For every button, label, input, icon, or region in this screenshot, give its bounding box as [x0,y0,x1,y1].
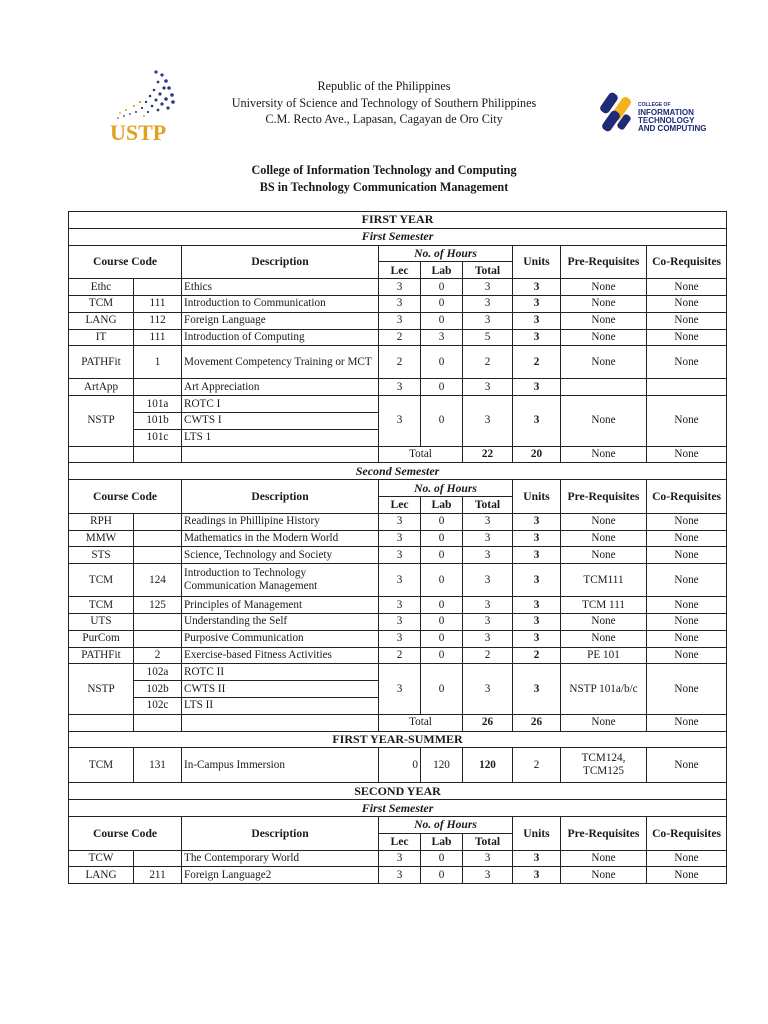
lab-hours: 0 [421,597,463,614]
lec-header: Lec [379,496,421,513]
corequisites: None [647,613,727,630]
semester-title [69,800,727,817]
course-description: Principles of Management [182,597,379,614]
lab-hours: 120 [421,748,463,783]
prerequisites: None [561,329,647,346]
empty-cell [134,714,182,731]
course-number: 1 [134,346,182,379]
corequisites: None [647,850,727,867]
units: 3 [513,630,561,647]
course-code: NSTP [69,396,134,446]
total-header: Total [463,496,513,513]
course-code: PurCom [69,630,134,647]
course-row [69,279,727,296]
course-row [69,513,727,530]
units: 3 [513,312,561,329]
units: 2 [513,346,561,379]
lec-hours: 0 [379,748,421,783]
lec-hours: 2 [379,647,421,664]
course-number: 131 [134,748,182,783]
corequisites: None [647,396,727,446]
prerequisites: None [561,714,647,731]
total-hours: 120 [463,748,513,783]
prerequisites: TCM111 [561,564,647,597]
prerequisites: None [561,630,647,647]
total-hours: 2 [463,647,513,664]
course-row [69,329,727,346]
lec-hours: 3 [379,867,421,884]
prereq-header: Pre-Requisites [561,816,647,850]
units: 3 [513,379,561,396]
empty-cell [182,714,379,731]
course-number [134,279,182,296]
course-row [69,547,727,564]
university-address: C.M. Recto Ave., Lapasan, Cagayan de Oro City [265,112,503,126]
course-description: Science, Technology and Society [182,547,379,564]
total-hours: 3 [463,664,513,714]
course-code-header: Course Code [69,245,182,279]
units: 3 [513,396,561,446]
course-row [69,647,727,664]
lec-hours: 2 [379,346,421,379]
corequisites: None [647,630,727,647]
university-name: University of Science and Technology of Southern Philippines [231,95,537,110]
course-description: Art Appreciation [182,379,379,396]
course-description: ROTC I [182,396,379,413]
svg-text:USTP: USTP [110,120,167,145]
lab-hours: 0 [421,850,463,867]
corequisites: None [647,564,727,597]
lab-header: Lab [421,496,463,513]
svg-text:INFORMATION: INFORMATION [638,108,694,117]
lec-hours: 3 [379,850,421,867]
prereq-header: Pre-Requisites [561,480,647,514]
course-code: IT [69,329,134,346]
total-hours: 3 [463,379,513,396]
course-number [134,850,182,867]
course-row [69,867,727,884]
course-description: Ethics [182,279,379,296]
units: 2 [513,647,561,664]
course-description: ROTC II [182,664,379,681]
prerequisites [561,379,647,396]
nstp-row [69,664,727,681]
course-code: UTS [69,613,134,630]
course-row [69,597,727,614]
prereq-header: Pre-Requisites [561,245,647,279]
prerequisites: TCM 111 [561,597,647,614]
column-header-row [69,245,727,262]
course-code: LANG [69,312,134,329]
units: 3 [513,564,561,597]
units: 3 [513,513,561,530]
course-description: Mathematics in the Modern World [182,530,379,547]
program-name: BS in Technology Communication Management [259,179,509,194]
university-info [0,78,768,128]
units: 3 [513,850,561,867]
lab-hours: 0 [421,295,463,312]
units-header: Units [513,480,561,514]
corequisites: None [647,346,727,379]
course-code: LANG [69,867,134,884]
curriculum-table [68,211,727,884]
course-code: Ethc [69,279,134,296]
course-row [69,850,727,867]
hours-header: No. of Hours [379,245,513,262]
prerequisites: None [561,613,647,630]
prerequisites: None [561,530,647,547]
course-number: 2 [134,647,182,664]
semester-title [69,463,727,480]
lec-hours: 3 [379,312,421,329]
total-hours: 3 [463,630,513,647]
college-name: College of Information Technology and Computing [251,163,517,177]
lab-hours: 3 [421,329,463,346]
total-hours: 3 [463,613,513,630]
course-number [134,513,182,530]
corequisites: None [647,647,727,664]
course-code: ArtApp [69,379,134,396]
program-info [0,162,768,195]
course-row [69,346,727,379]
lec-hours: 3 [379,664,421,714]
coreq-header: Co-Requisites [647,816,727,850]
total-hours: 3 [463,312,513,329]
units: 3 [513,279,561,296]
course-row [69,613,727,630]
course-code: RPH [69,513,134,530]
total-hours: 3 [463,279,513,296]
total-hours: 3 [463,513,513,530]
prerequisites: None [561,396,647,446]
lab-hours: 0 [421,513,463,530]
prerequisites: None [561,513,647,530]
lec-hours: 3 [379,295,421,312]
course-number: 111 [134,329,182,346]
empty-cell [182,446,379,463]
prerequisites: None [561,547,647,564]
units: 3 [513,547,561,564]
lec-hours: 3 [379,279,421,296]
total-units: 26 [513,714,561,731]
course-description: Foreign Language2 [182,867,379,884]
corequisites: None [647,664,727,714]
lab-hours: 0 [421,664,463,714]
corequisites: None [647,279,727,296]
course-number: 102a [134,664,182,681]
description-header: Description [182,816,379,850]
year-title-label: SECOND YEAR [69,783,727,800]
column-header-row [69,816,727,833]
course-row [69,312,727,329]
description-header: Description [182,245,379,279]
course-description: LTS 1 [182,429,379,446]
svg-text:COLLEGE OF: COLLEGE OF [638,102,671,108]
course-number [134,379,182,396]
course-code-header: Course Code [69,480,182,514]
empty-cell [69,446,134,463]
prerequisites: PE 101 [561,647,647,664]
course-number [134,630,182,647]
course-code: STS [69,547,134,564]
course-code-header: Course Code [69,816,182,850]
lab-hours: 0 [421,530,463,547]
lec-header: Lec [379,262,421,279]
course-number: 211 [134,867,182,884]
course-description: Purposive Communication [182,630,379,647]
hours-header: No. of Hours [379,480,513,497]
units: 3 [513,329,561,346]
course-description: Exercise-based Fitness Activities [182,647,379,664]
lec-hours: 3 [379,513,421,530]
course-code: TCM [69,564,134,597]
corequisites: None [647,295,727,312]
document-header [0,0,768,210]
course-row [69,379,727,396]
lab-hours: 0 [421,867,463,884]
course-row [69,530,727,547]
units: 3 [513,664,561,714]
course-description: Introduction of Computing [182,329,379,346]
year-title-label: FIRST YEAR [69,212,727,229]
corequisites: None [647,312,727,329]
summer-title [69,731,727,748]
lec-hours: 3 [379,396,421,446]
year-title [69,212,727,229]
lab-hours: 0 [421,547,463,564]
column-header-row [69,480,727,497]
lec-hours: 3 [379,613,421,630]
course-code: PATHFit [69,647,134,664]
course-description: LTS II [182,697,379,714]
prerequisites: NSTP 101a/b/c [561,664,647,714]
course-number: 102b [134,681,182,698]
course-description: CWTS II [182,681,379,698]
semester-title [69,228,727,245]
lec-hours: 3 [379,630,421,647]
lec-hours: 3 [379,547,421,564]
course-number: 112 [134,312,182,329]
course-number [134,547,182,564]
units: 3 [513,597,561,614]
course-number: 124 [134,564,182,597]
units: 3 [513,530,561,547]
total-label: Total [379,714,463,731]
lec-hours: 3 [379,530,421,547]
course-description: Introduction to Technology Communication Management [182,564,379,597]
lab-header: Lab [421,833,463,850]
total-hours: 22 [463,446,513,463]
lab-hours: 0 [421,396,463,446]
svg-text:TECHNOLOGY: TECHNOLOGY [638,116,695,125]
course-description: CWTS I [182,412,379,429]
total-hours: 3 [463,867,513,884]
course-description: Foreign Language [182,312,379,329]
corequisites: None [647,867,727,884]
course-number: 101c [134,429,182,446]
lab-header: Lab [421,262,463,279]
lab-hours: 0 [421,279,463,296]
description-header: Description [182,480,379,514]
total-hours: 26 [463,714,513,731]
units: 3 [513,613,561,630]
total-header: Total [463,262,513,279]
total-hours: 3 [463,295,513,312]
course-code: MMW [69,530,134,547]
lab-hours: 0 [421,630,463,647]
semester-total-row [69,714,727,731]
lab-hours: 0 [421,346,463,379]
empty-cell [69,714,134,731]
course-row [69,564,727,597]
corequisites: None [647,547,727,564]
lec-hours: 2 [379,329,421,346]
units-header: Units [513,816,561,850]
prerequisites: None [561,446,647,463]
svg-text:AND COMPUTING: AND COMPUTING [638,124,707,133]
lab-hours: 0 [421,312,463,329]
course-number: 125 [134,597,182,614]
republic-line: Republic of the Philippines [317,79,451,93]
course-number: 101b [134,412,182,429]
course-number: 101a [134,396,182,413]
prerequisites: None [561,867,647,884]
total-hours: 2 [463,346,513,379]
course-code: TCM [69,748,134,783]
prerequisites: None [561,312,647,329]
lab-hours: 0 [421,379,463,396]
total-hours: 3 [463,597,513,614]
units: 2 [513,748,561,783]
prerequisites: None [561,279,647,296]
semester-title-label: First Semester [69,800,727,817]
corequisites: None [647,446,727,463]
coreq-header: Co-Requisites [647,480,727,514]
lec-header: Lec [379,833,421,850]
coreq-header: Co-Requisites [647,245,727,279]
lec-hours: 3 [379,597,421,614]
nstp-row [69,396,727,413]
total-hours: 3 [463,564,513,597]
course-number: 102c [134,697,182,714]
course-number [134,613,182,630]
total-hours: 5 [463,329,513,346]
units: 3 [513,867,561,884]
course-description: Understanding the Self [182,613,379,630]
total-units: 20 [513,446,561,463]
empty-cell [134,446,182,463]
corequisites: None [647,714,727,731]
lec-hours: 3 [379,379,421,396]
corequisites: None [647,530,727,547]
course-code: TCM [69,295,134,312]
units: 3 [513,295,561,312]
total-hours: 3 [463,530,513,547]
lab-hours: 0 [421,647,463,664]
lec-hours: 3 [379,564,421,597]
units-header: Units [513,245,561,279]
corequisites [647,379,727,396]
corequisites: None [647,329,727,346]
course-number: 111 [134,295,182,312]
lab-hours: 0 [421,613,463,630]
semester-total-row [69,446,727,463]
prerequisites: TCM124, TCM125 [561,748,647,783]
total-hours: 3 [463,396,513,446]
hours-header: No. of Hours [379,816,513,833]
semester-title-label: Second Semester [69,463,727,480]
course-code: TCW [69,850,134,867]
corequisites: None [647,597,727,614]
course-description: Introduction to Communication [182,295,379,312]
year-title [69,783,727,800]
course-number [134,530,182,547]
course-description: Readings in Phillipine History [182,513,379,530]
course-row [69,748,727,783]
course-code: PATHFit [69,346,134,379]
corequisites: None [647,513,727,530]
total-hours: 3 [463,850,513,867]
prerequisites: None [561,295,647,312]
course-description: In-Campus Immersion [182,748,379,783]
total-label: Total [379,446,463,463]
course-row [69,630,727,647]
total-header: Total [463,833,513,850]
summer-title-label: FIRST YEAR-SUMMER [69,731,727,748]
prerequisites: None [561,346,647,379]
course-description: The Contemporary World [182,850,379,867]
prerequisites: None [561,850,647,867]
semester-title-label: First Semester [69,228,727,245]
course-description: Movement Competency Training or MCT [182,346,379,379]
course-row [69,295,727,312]
course-code: TCM [69,597,134,614]
course-code: NSTP [69,664,134,714]
corequisites: None [647,748,727,783]
lab-hours: 0 [421,564,463,597]
total-hours: 3 [463,547,513,564]
